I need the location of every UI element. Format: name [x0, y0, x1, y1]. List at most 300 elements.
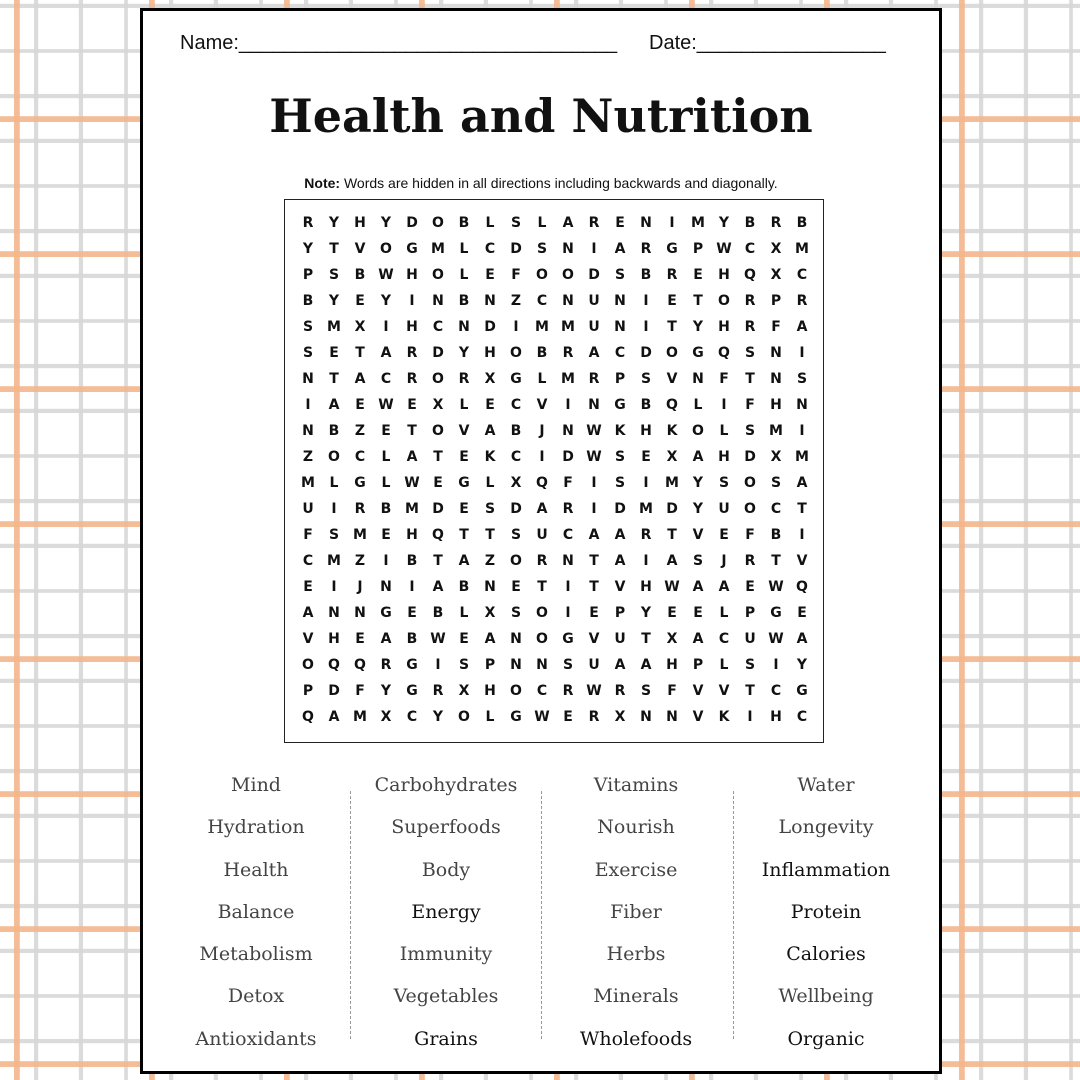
grid-letter: L: [719, 423, 729, 439]
grid-letter: O: [510, 345, 522, 361]
grid-letter: A: [796, 631, 808, 647]
grid-letter: W: [716, 241, 732, 257]
grid-letter: R: [744, 293, 756, 309]
grid-letter: J: [357, 579, 363, 595]
grid-letter: E: [719, 527, 729, 543]
grid-letter: E: [511, 579, 521, 595]
word-column: [731, 769, 921, 1065]
grid-letter: S: [640, 371, 652, 387]
grid-letter: I: [669, 215, 675, 231]
grid-letter: K: [484, 449, 496, 465]
grid-letter: R: [302, 215, 314, 231]
grid-letter: A: [614, 657, 626, 673]
grid-letter: Q: [796, 579, 808, 595]
grid-letter: V: [692, 683, 704, 699]
grid-letter: U: [718, 501, 730, 517]
grid-letter: N: [562, 553, 574, 569]
word-list-item: Balance: [217, 900, 295, 923]
grid-letter: C: [484, 241, 496, 257]
grid-letter: S: [744, 423, 756, 439]
grid-letter: E: [667, 605, 677, 621]
grid-letter: S: [328, 527, 340, 543]
word-list-item: Organic: [787, 1027, 865, 1050]
grid-letter: V: [666, 371, 678, 387]
grid-letter: D: [406, 215, 418, 231]
grid-letter: N: [432, 293, 444, 309]
grid-letter: D: [510, 501, 522, 517]
grid-letter: V: [536, 397, 548, 413]
grid-letter: G: [354, 475, 366, 491]
grid-letter: A: [614, 553, 626, 569]
grid-letter: M: [431, 241, 445, 257]
grid-letter: Z: [510, 293, 522, 309]
grid-letter: E: [693, 267, 703, 283]
grid-letter: S: [744, 345, 756, 361]
grid-letter: S: [796, 371, 808, 387]
grid-letter: T: [459, 527, 469, 543]
note-body: Words are hidden in all directions including backwards and diagonally.: [340, 175, 778, 191]
grid-letter: X: [666, 631, 678, 647]
grid-letter: M: [665, 475, 679, 491]
grid-letter: S: [302, 345, 314, 361]
grid-letter: B: [770, 527, 782, 543]
word-list-item: Fiber: [610, 900, 662, 923]
grid-letter: H: [484, 683, 496, 699]
grid-letter: E: [641, 449, 651, 465]
grid-letter: R: [640, 241, 652, 257]
grid-letter: M: [769, 423, 783, 439]
grid-letter: Y: [692, 501, 704, 517]
grid-letter: R: [562, 683, 574, 699]
grid-letter: Y: [328, 293, 340, 309]
grid-letter: I: [383, 319, 389, 335]
grid-letter: D: [744, 449, 756, 465]
word-list-item: Vegetables: [393, 985, 499, 1008]
grid-letter: L: [459, 241, 469, 257]
grid-letter: G: [796, 683, 808, 699]
note-label: Note:: [304, 175, 341, 191]
grid-letter: I: [565, 605, 571, 621]
grid-letter: G: [692, 345, 704, 361]
grid-letter: N: [666, 709, 678, 725]
grid-letter: A: [380, 345, 392, 361]
grid-letter: G: [770, 605, 782, 621]
grid-letter: E: [355, 631, 365, 647]
grid-letter: N: [692, 371, 704, 387]
grid-letter: I: [409, 293, 415, 309]
grid-letter: E: [485, 267, 495, 283]
grid-letter: L: [719, 657, 729, 673]
grid-letter: T: [745, 371, 755, 387]
grid-letter: V: [302, 631, 314, 647]
grid-letter: R: [380, 657, 392, 673]
grid-letter: M: [639, 501, 653, 517]
grid-letter: O: [536, 267, 548, 283]
grid-letter: O: [328, 449, 340, 465]
grid-letter: N: [562, 241, 574, 257]
grid-letter: N: [770, 371, 782, 387]
grid-letter: A: [796, 475, 808, 491]
grid-letter: M: [691, 215, 705, 231]
grid-letter: I: [643, 475, 649, 491]
worksheet: [140, 8, 942, 1074]
grid-letter: P: [302, 683, 314, 699]
grid-letter: V: [718, 683, 730, 699]
grid-letter: E: [381, 527, 391, 543]
grid-letter: N: [562, 293, 574, 309]
grid-letter: R: [354, 501, 366, 517]
grid-letter: M: [561, 371, 575, 387]
grid-letter: H: [718, 449, 730, 465]
grid-letter: T: [589, 579, 599, 595]
grid-letter: I: [643, 553, 649, 569]
grid-letter: N: [380, 579, 392, 595]
word-list-item: Exercise: [594, 858, 678, 881]
grid-letter: E: [381, 423, 391, 439]
grid-letter: A: [588, 345, 600, 361]
grid-letter: A: [354, 371, 366, 387]
grid-letter: A: [692, 449, 704, 465]
date-field-label: Date:_________________: [649, 32, 886, 54]
grid-letter: I: [435, 657, 441, 673]
grid-letter: E: [459, 501, 469, 517]
word-list-item: Superfoods: [391, 816, 501, 839]
grid-letter: I: [773, 657, 779, 673]
grid-letter: R: [458, 371, 470, 387]
grid-letter: Z: [354, 423, 366, 439]
grid-letter: O: [536, 605, 548, 621]
grid-letter: E: [615, 215, 625, 231]
letter-grid: [295, 210, 815, 730]
grid-letter: R: [406, 345, 418, 361]
word-list-item: Wholefoods: [579, 1027, 693, 1050]
grid-letter: Y: [328, 215, 340, 231]
grid-letter: L: [381, 475, 391, 491]
grid-letter: Y: [432, 709, 444, 725]
grid-letter: B: [536, 345, 548, 361]
grid-letter: C: [718, 631, 730, 647]
grid-letter: S: [510, 527, 522, 543]
grid-letter: H: [640, 579, 652, 595]
grid-letter: G: [380, 605, 392, 621]
grid-letter: W: [430, 631, 446, 647]
grid-letter: S: [484, 501, 496, 517]
grid-letter: H: [770, 397, 782, 413]
grid-letter: C: [744, 241, 756, 257]
grid-letter: G: [510, 709, 522, 725]
grid-letter: O: [432, 423, 444, 439]
grid-letter: R: [588, 709, 600, 725]
grid-letter: A: [718, 579, 730, 595]
word-list-item: Vitamins: [593, 774, 679, 796]
grid-letter: W: [378, 397, 394, 413]
grid-letter: W: [534, 709, 550, 725]
grid-letter: P: [302, 267, 314, 283]
grid-letter: I: [383, 553, 389, 569]
grid-letter: F: [511, 267, 521, 283]
grid-letter: X: [510, 475, 522, 491]
grid-letter: W: [586, 423, 602, 439]
grid-letter: E: [459, 449, 469, 465]
grid-letter: B: [432, 605, 444, 621]
grid-letter: I: [305, 397, 311, 413]
grid-letter: U: [536, 527, 548, 543]
grid-letter: N: [640, 215, 652, 231]
grid-letter: D: [614, 501, 626, 517]
grid-letter: A: [328, 397, 340, 413]
grid-letter: L: [693, 397, 703, 413]
grid-letter: I: [643, 319, 649, 335]
grid-letter: H: [718, 267, 730, 283]
grid-letter: E: [563, 709, 573, 725]
grid-letter: X: [770, 267, 782, 283]
grid-letter: J: [539, 423, 545, 439]
grid-letter: A: [302, 605, 314, 621]
grid-letter: B: [510, 423, 522, 439]
grid-letter: E: [667, 293, 677, 309]
grid-letter: S: [328, 267, 340, 283]
grid-letter: U: [588, 657, 600, 673]
word-list-item: Nourish: [597, 816, 675, 839]
grid-letter: S: [614, 475, 626, 491]
grid-letter: T: [667, 527, 677, 543]
grid-letter: G: [614, 397, 626, 413]
grid-letter: E: [693, 605, 703, 621]
grid-letter: K: [666, 423, 678, 439]
grid-letter: N: [484, 293, 496, 309]
grid-letter: W: [404, 475, 420, 491]
grid-letter: V: [692, 527, 704, 543]
grid-letter: U: [588, 319, 600, 335]
grid-letter: C: [510, 397, 522, 413]
grid-letter: R: [770, 215, 782, 231]
grid-letter: R: [588, 371, 600, 387]
grid-letter: A: [484, 631, 496, 647]
grid-letter: L: [381, 449, 391, 465]
grid-letter: F: [667, 683, 677, 699]
grid-letter: O: [432, 267, 444, 283]
grid-letter: X: [770, 241, 782, 257]
grid-letter: E: [589, 605, 599, 621]
name-field-label: Name:__________________________________: [180, 32, 618, 54]
grid-letter: L: [537, 215, 547, 231]
grid-letter: A: [666, 553, 678, 569]
grid-letter: L: [329, 475, 339, 491]
grid-letter: Q: [536, 475, 548, 491]
grid-letter: P: [770, 293, 782, 309]
grid-letter: S: [640, 683, 652, 699]
grid-letter: O: [718, 293, 730, 309]
grid-letter: C: [770, 501, 782, 517]
grid-letter: B: [458, 293, 470, 309]
word-list-item: Immunity: [399, 943, 493, 966]
grid-letter: S: [770, 475, 782, 491]
grid-letter: V: [458, 423, 470, 439]
grid-letter: H: [484, 345, 496, 361]
grid-letter: I: [799, 527, 805, 543]
grid-letter: Y: [380, 293, 392, 309]
grid-letter: A: [562, 215, 574, 231]
grid-letter: M: [327, 553, 341, 569]
grid-letter: B: [640, 267, 652, 283]
word-list-item: Grains: [414, 1027, 478, 1050]
grid-letter: W: [586, 449, 602, 465]
grid-letter: I: [331, 501, 337, 517]
grid-letter: D: [640, 345, 652, 361]
grid-letter: E: [485, 397, 495, 413]
grid-letter: B: [796, 215, 808, 231]
grid-letter: F: [303, 527, 313, 543]
grid-letter: V: [354, 241, 366, 257]
grid-letter: R: [562, 501, 574, 517]
grid-letter: Q: [718, 345, 730, 361]
grid-letter: E: [407, 397, 417, 413]
grid-letter: M: [795, 241, 809, 257]
grid-letter: L: [459, 267, 469, 283]
grid-letter: J: [721, 553, 727, 569]
grid-letter: R: [666, 267, 678, 283]
grid-letter: O: [510, 553, 522, 569]
grid-letter: N: [328, 605, 340, 621]
grid-letter: C: [536, 683, 548, 699]
grid-letter: T: [537, 579, 547, 595]
grid-letter: B: [406, 631, 418, 647]
grid-letter: B: [458, 579, 470, 595]
grid-letter: R: [406, 371, 418, 387]
grid-letter: H: [718, 319, 730, 335]
grid-letter: G: [406, 657, 418, 673]
word-list-item: Longevity: [778, 816, 874, 839]
grid-letter: F: [745, 527, 755, 543]
grid-letter: B: [328, 423, 340, 439]
grid-letter: H: [770, 709, 782, 725]
word-list-item: Hydration: [207, 816, 305, 839]
grid-letter: L: [485, 215, 495, 231]
grid-letter: O: [562, 267, 574, 283]
grid-letter: K: [614, 423, 626, 439]
grid-letter: X: [484, 605, 496, 621]
grid-letter: L: [537, 371, 547, 387]
grid-letter: C: [614, 345, 626, 361]
page-title: Health and Nutrition: [269, 89, 813, 143]
grid-letter: T: [329, 241, 339, 257]
grid-letter: I: [643, 293, 649, 309]
grid-letter: N: [536, 657, 548, 673]
word-list-item: Wellbeing: [778, 985, 874, 1008]
grid-letter: Z: [354, 553, 366, 569]
grid-letter: P: [484, 657, 496, 673]
grid-letter: C: [510, 449, 522, 465]
grid-letter: I: [331, 579, 337, 595]
grid-letter: Z: [484, 553, 496, 569]
grid-letter: V: [796, 553, 808, 569]
puzzle-grid-box: [284, 199, 824, 743]
grid-letter: Q: [328, 657, 340, 673]
grid-letter: Y: [380, 215, 392, 231]
grid-letter: Z: [302, 449, 314, 465]
grid-letter: T: [485, 527, 495, 543]
grid-letter: N: [588, 397, 600, 413]
grid-letter: C: [770, 683, 782, 699]
grid-letter: C: [796, 267, 808, 283]
grid-letter: E: [355, 397, 365, 413]
word-list-item: Inflammation: [761, 858, 891, 881]
grid-letter: T: [407, 423, 417, 439]
grid-letter: Q: [432, 527, 444, 543]
grid-letter: D: [588, 267, 600, 283]
grid-letter: T: [433, 553, 443, 569]
word-list-item: Water: [797, 774, 855, 796]
grid-letter: R: [744, 553, 756, 569]
grid-letter: M: [561, 319, 575, 335]
grid-letter: D: [328, 683, 340, 699]
grid-letter: P: [692, 241, 704, 257]
grid-letter: Y: [796, 657, 808, 673]
grid-letter: B: [640, 397, 652, 413]
grid-letter: A: [692, 631, 704, 647]
grid-letter: M: [795, 449, 809, 465]
grid-letter: E: [355, 293, 365, 309]
grid-letter: N: [640, 709, 652, 725]
grid-letter: X: [484, 371, 496, 387]
grid-letter: H: [354, 215, 366, 231]
grid-letter: K: [718, 709, 730, 725]
grid-letter: T: [329, 371, 339, 387]
grid-letter: B: [744, 215, 756, 231]
word-list-item: Minerals: [593, 985, 679, 1008]
grid-letter: E: [797, 605, 807, 621]
grid-letter: Y: [302, 241, 314, 257]
word-list-item: Carbohydrates: [374, 774, 518, 796]
grid-letter: S: [718, 475, 730, 491]
word-list: [161, 769, 921, 1059]
grid-letter: S: [536, 241, 548, 257]
grid-letter: Y: [692, 319, 704, 335]
grid-letter: N: [302, 371, 314, 387]
grid-letter: E: [329, 345, 339, 361]
grid-letter: I: [565, 397, 571, 413]
grid-letter: E: [745, 579, 755, 595]
grid-letter: X: [380, 709, 392, 725]
grid-letter: P: [744, 605, 756, 621]
word-list-item: Protein: [790, 900, 862, 923]
grid-letter: I: [721, 397, 727, 413]
grid-letter: B: [458, 215, 470, 231]
grid-letter: A: [614, 527, 626, 543]
grid-letter: S: [744, 657, 756, 673]
grid-letter: B: [302, 293, 314, 309]
word-list-item: Calories: [786, 943, 866, 966]
grid-letter: H: [328, 631, 340, 647]
grid-letter: S: [614, 449, 626, 465]
grid-letter: Y: [640, 605, 652, 621]
grid-letter: G: [406, 241, 418, 257]
grid-letter: X: [432, 397, 444, 413]
grid-letter: M: [301, 475, 315, 491]
grid-letter: O: [692, 423, 704, 439]
grid-letter: S: [510, 605, 522, 621]
grid-letter: W: [378, 267, 394, 283]
grid-letter: H: [406, 319, 418, 335]
grid-letter: S: [458, 657, 470, 673]
grid-letter: S: [692, 553, 704, 569]
grid-letter: T: [771, 553, 781, 569]
grid-letter: A: [588, 527, 600, 543]
grid-letter: R: [588, 215, 600, 231]
grid-letter: E: [459, 631, 469, 647]
grid-letter: R: [432, 683, 444, 699]
grid-letter: F: [719, 371, 729, 387]
